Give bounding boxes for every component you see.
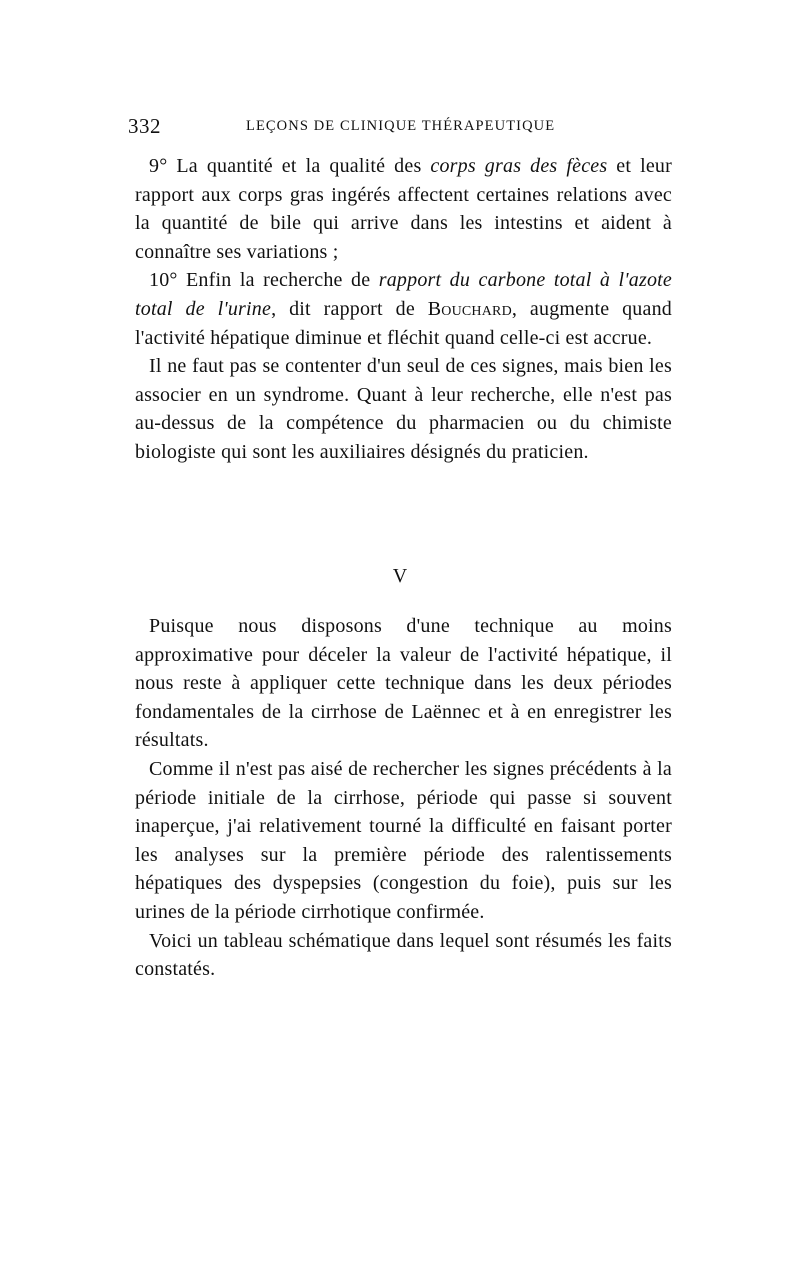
paragraph-signs: Il ne faut pas se contenter d'un seul de ces signes, mais bien les associer en un syndrome. Quant à leur recherche, elle n'est pas au-dessus de la compétence du pharmacien ou du chimiste biologiste qui sont les auxiliaires désignés du praticien. [135, 355, 672, 463]
paragraph-v-1: Puisque nous disposons d'une technique au moins approximative pour déceler la valeur de l'activité hépatique, il nous reste à appliquer cette technique dans les deux périodes fondamentales de la cirrhose de Laënnec et à en enregistrer les résultats. [135, 615, 672, 752]
page-header [128, 112, 668, 142]
item-10-emphasis: rapport du carbone total à l'azote total de l'urine [135, 269, 672, 320]
item-10-text-b: , dit rapport de [271, 297, 428, 320]
paragraph-v-2: Comme il n'est pas aisé de rechercher les signes précédents à la période initiale de la cirrhose, période qui passe si souvent inaperçue, j'ai relativement tourné la difficulté en faisant porter les analyses sur la première période des ralentissements hépatiques des dyspepsies (congestion du foie), puis sur les urines de la période cirrhotique confirmée. [135, 757, 672, 923]
item-10-text-c: , augmente quand l'activité hépatique diminue et fléchit quand celle-ci est accrue. [135, 297, 672, 349]
item-9-emphasis: corps gras des fèces [430, 155, 608, 177]
paragraph-item-9 [135, 152, 672, 266]
page-number: 332 [128, 114, 161, 138]
text-block-top [135, 152, 672, 467]
item-9-text-a: 9° La quantité et la qualité des [149, 155, 431, 177]
paragraph-v-3: Voici un tableau schématique dans lequel sont résumés les faits constatés. [135, 929, 672, 981]
paragraph-item-10 [135, 266, 672, 352]
item-10-text-a: 10° Enfin la recherche de [149, 269, 379, 292]
running-title: LEÇONS DE CLINIQUE THÉRAPEUTIQUE [246, 118, 556, 134]
item-9-text-b: et leur rapport aux corps gras ingérés affectent certaines relations avec la quantité de bile qui arrive dans les intestins et aident à connaître ses variations ; [135, 155, 672, 263]
text-block-section-v [135, 612, 672, 984]
author-name-bouchard: Bouchard [427, 297, 512, 320]
section-heading: V [392, 565, 408, 587]
